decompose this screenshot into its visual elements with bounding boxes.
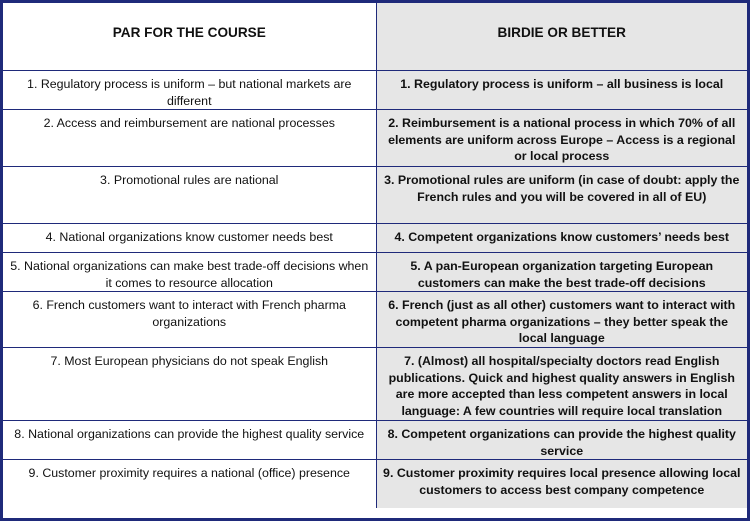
header-birdie-or-better: BIRDIE OR BETTER [376,3,747,71]
table-row [3,110,747,167]
table-row [3,292,747,348]
birdie-statement-1: 1. Regulatory process is uniform – all business is local [376,71,747,110]
par-statement-2: 2. Access and reimbursement are national processes [3,110,376,167]
birdie-statement-3: 3. Promotional rules are uniform (in case of doubt: apply the French rules and you will be covered in all of EU) [376,167,747,224]
birdie-statement-9: 9. Customer proximity requires local presence allowing local customers to access best company competence [376,460,747,509]
table-row [3,348,747,421]
birdie-statement-8: 8. Competent organizations can provide the highest quality service [376,421,747,460]
birdie-statement-4: 4. Competent organizations know customers’ needs best [376,224,747,253]
table-row [3,421,747,460]
par-statement-7: 7. Most European physicians do not speak English [3,348,376,421]
table-row [3,224,747,253]
par-statement-1: 1. Regulatory process is uniform – but national markets are different [3,71,376,110]
header-row [3,3,747,71]
table-row [3,253,747,292]
table-row [3,71,747,110]
par-statement-8: 8. National organizations can provide the highest quality service [3,421,376,460]
header-par-for-the-course: PAR FOR THE COURSE [3,3,376,71]
par-statement-6: 6. French customers want to interact with French pharma organizations [3,292,376,348]
table-row [3,167,747,224]
comparison-table [3,3,747,508]
birdie-statement-7: 7. (Almost) all hospital/specialty doctors read English publications. Quick and highest quality answers in English are more accepted than less competent answers in local language: A few countries will require local translation [376,348,747,421]
par-statement-5: 5. National organizations can make best trade-off decisions when it comes to resource allocation [3,253,376,292]
table-row [3,460,747,509]
par-statement-3: 3. Promotional rules are national [3,167,376,224]
birdie-statement-6: 6. French (just as all other) customers want to interact with competent pharma organizations – they better speak the local language [376,292,747,348]
par-statement-9: 9. Customer proximity requires a national (office) presence [3,460,376,509]
par-statement-4: 4. National organizations know customer needs best [3,224,376,253]
birdie-statement-5: 5. A pan-European organization targeting European customers can make the best trade-off decisions [376,253,747,292]
birdie-statement-2: 2. Reimbursement is a national process in which 70% of all elements are uniform across Europe – Access is a regional or local process [376,110,747,167]
